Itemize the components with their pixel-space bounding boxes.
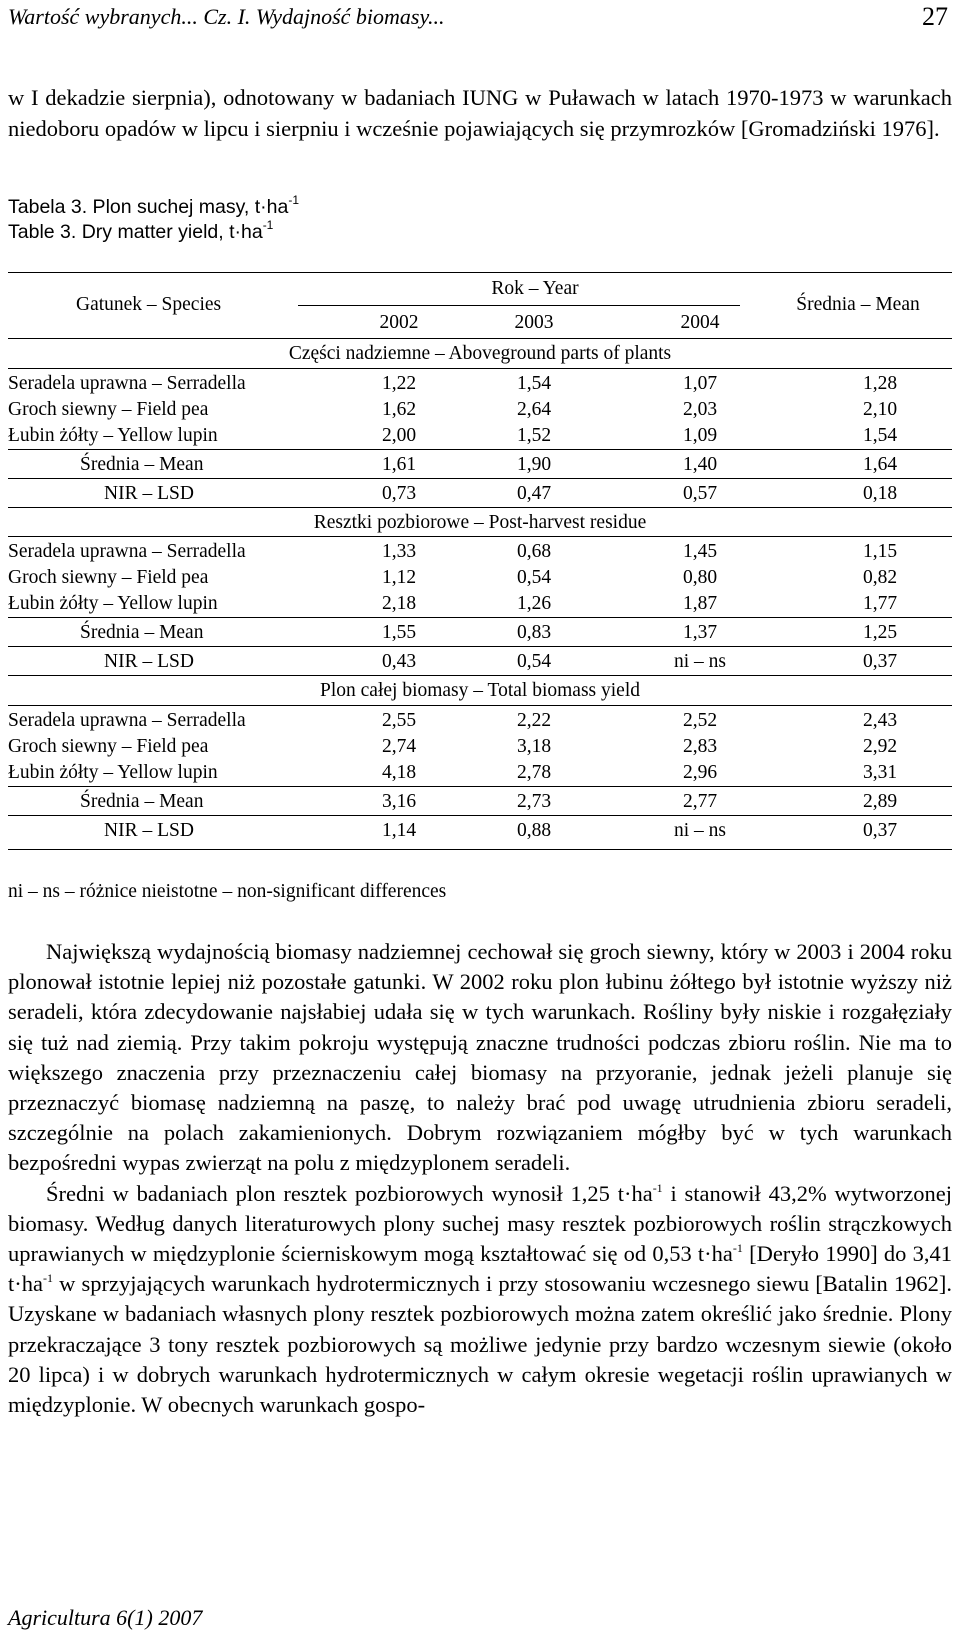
cell-value: 0,73 [381, 483, 417, 504]
year-2003-header: 2003 [514, 312, 554, 333]
cell-value: 2,18 [381, 593, 417, 614]
year-header: Rok – Year [491, 278, 579, 299]
section-title-residue: Resztki pozbiorowe – Post-harvest residue [313, 512, 647, 533]
cell-value: 2,89 [862, 791, 898, 812]
row-label: Groch siewny – Field pea [8, 399, 209, 420]
year-2004-header: 2004 [680, 312, 720, 333]
section-title-aboveground: Części nadziemne – Aboveground parts of plants [288, 343, 672, 364]
row-label: Seradela uprawna – Serradella [8, 373, 246, 394]
row-rule [8, 646, 952, 647]
cell-value: 1,15 [862, 541, 898, 562]
row-label: Groch siewny – Field pea [8, 736, 209, 757]
cell-value: 0,37 [862, 651, 898, 672]
cell-value: 0,43 [381, 651, 417, 672]
cell-value: 1,33 [381, 541, 417, 562]
year-underline [298, 305, 740, 306]
intro-paragraph: w I dekadzie sierpnia), odnotowany w badaniach IUNG w Puławach w latach 1970-1973 w warunkach niedoboru opadów w lipcu i sierpniu i wcześnie pojawiających się przymrozków [Gromadziński 1976]. [8, 85, 952, 141]
cell-value: 1,25 [862, 622, 898, 643]
cell-value: 1,62 [381, 399, 417, 420]
cell-value: 1,87 [682, 593, 718, 614]
running-title: Wartość wybranych... Cz. I. Wydajność biomasy... [8, 4, 445, 29]
cell-value: 0,54 [516, 651, 552, 672]
mean-row-label: Średnia – Mean [80, 622, 204, 643]
cell-value: 1,12 [381, 567, 417, 588]
section-rule [8, 536, 952, 537]
row-rule [8, 786, 952, 787]
body-paragraph-1: Największą wydajnością biomasy nadziemnej cechował się groch siewny, który w 2003 i 2004 roku plonował istotnie lepiej niż pozostałe gatunki. W 2002 roku plon łubinu żółtego był istotnie wyższy niż seradeli, która zdecydowanie najsłabiej udała się w tych warunkach. Rośliny były niskie i rozgałęziały się tuż nad ziemią. Przy takim pokroju występują znaczne trudności podczas zbioru roślin. Nie ma to większego znaczenia przy przeznaczeniu całej biomasy na przyoranie, jednak jeżeli planuje się przeznaczyć biomasę nadziemną na paszę, to należy brać pod uwagę utrudnienia zbioru seradeli, szczególnie na polach zakamienionych. Dobrym rozwiązaniem mógłby być w tych warunkach bezpośredni wypas zwierząt na polu z międzyplonem seradeli. [8, 939, 952, 1176]
species-header: Gatunek – Species [76, 294, 222, 315]
cell-value: 0,80 [682, 567, 718, 588]
body-paragraph-2: Średni w badaniach plon resztek pozbiorowych wynosił 1,25 $t\cdot ha^{-1}$ i stanowił 43,2% wytworzonej biomasy. Według danych literaturowych plony suchej masy resztek pozbiorowych roślin strączkowych uprawianych w międzyplonie ścierniskowym mogą kształtować się od 0,53 $t\cdot ha^{-1}$ [Deryło 1990] do 3,41 $t\cdot ha^{-1}$ w sprzyjających warunkach hydrotermicznych i przy stosowaniu wczesnego siewu [Batalin 1962]. Uzyskane w badaniach własnych plony resztek pozbiorowych można zatem określić jako średnie. Plony przekraczające 3 tony resztek pozbiorowych są możliwe jedynie przy bardzo wczesnym siewie (około 20 lipca) i w dobrych warunkach hydrotermicznych w całym okresie wegetacji roślin uprawianych w międzyplonie. W obecnych warunkach gospo- [8, 1180, 952, 1418]
row-rule [8, 478, 952, 479]
cell-value: 0,18 [862, 483, 898, 504]
cell-value: 4,18 [381, 762, 417, 783]
cell-value: 2,52 [682, 710, 718, 731]
lsd-row-label: NIR – LSD [104, 483, 194, 504]
cell-value: 2,22 [516, 710, 552, 731]
cell-value: 2,73 [516, 791, 552, 812]
row-label: Seradela uprawna – Serradella [8, 541, 246, 562]
mean-row-label: Średnia – Mean [80, 454, 204, 475]
cell-value: 1,90 [516, 454, 552, 475]
cell-value: 3,18 [516, 736, 552, 757]
row-rule [8, 815, 952, 816]
cell-value: 1,40 [682, 454, 718, 475]
cell-value: 2,10 [862, 399, 898, 420]
header-rule [8, 338, 952, 339]
cell-value: 2,78 [516, 762, 552, 783]
section-rule [8, 705, 952, 706]
cell-value: 1,54 [862, 425, 898, 446]
body-text [8, 937, 952, 1420]
cell-value: 1,37 [682, 622, 718, 643]
cell-value: 1,64 [862, 454, 898, 475]
row-rule [8, 449, 952, 450]
cell-value: 0,83 [516, 622, 552, 643]
cell-value: 1,77 [862, 593, 898, 614]
cell-value: 0,82 [862, 567, 898, 588]
cell-value: 3,16 [381, 791, 417, 812]
cell-value: 2,83 [682, 736, 718, 757]
section-rule [8, 368, 952, 369]
cell-value: 1,22 [381, 373, 417, 394]
cell-value: 0,37 [862, 820, 898, 841]
page-number: 27 [922, 2, 948, 31]
cell-value: 0,47 [516, 483, 552, 504]
cell-value: 1,14 [381, 820, 417, 841]
cell-value: 1,55 [381, 622, 417, 643]
cell-value: 3,31 [862, 762, 898, 783]
cell-value: 2,00 [381, 425, 417, 446]
table-caption-pl: Tabela 3. Plon suchej masy, $t\cdot ha^{-1}$ [8, 193, 300, 218]
cell-value: 2,92 [862, 736, 898, 757]
table-top-rule [8, 272, 952, 273]
journal-footer: Agricultura 6(1) 2007 [8, 1605, 203, 1630]
cell-value: 2,77 [682, 791, 718, 812]
cell-value: 2,55 [381, 710, 417, 731]
mean-row-label: Średnia – Mean [80, 791, 204, 812]
table-bottom-rule [8, 849, 952, 850]
cell-value: 2,03 [682, 399, 718, 420]
cell-value: 1,52 [516, 425, 552, 446]
lsd-row-label: NIR – LSD [104, 820, 194, 841]
table-caption-en: Table 3. Dry matter yield, $t\cdot ha^{-1}$ [8, 218, 274, 243]
cell-value: 1,45 [682, 541, 718, 562]
row-label: Groch siewny – Field pea [8, 567, 209, 588]
cell-value: 1,07 [682, 373, 718, 394]
cell-value: ni – ns [673, 651, 726, 672]
row-rule [8, 617, 952, 618]
cell-value: 0,88 [516, 820, 552, 841]
row-label: Łubin żółty – Yellow lupin [8, 425, 218, 446]
row-label: Seradela uprawna – Serradella [8, 710, 246, 731]
lsd-row-label: NIR – LSD [104, 651, 194, 672]
section-title-total: Plon całej biomasy – Total biomass yield [320, 680, 640, 701]
section-rule [8, 675, 952, 676]
year-2002-header: 2002 [379, 312, 419, 333]
row-label: Łubin żółty – Yellow lupin [8, 593, 218, 614]
cell-value: 2,96 [682, 762, 718, 783]
cell-value: 2,43 [862, 710, 898, 731]
cell-value: 2,64 [516, 399, 552, 420]
row-label: Łubin żółty – Yellow lupin [8, 762, 218, 783]
section-rule [8, 507, 952, 508]
cell-value: 0,54 [516, 567, 552, 588]
cell-value: 0,68 [516, 541, 552, 562]
table-footnote: ni – ns – różnice nieistotne – non-significant differences [8, 881, 447, 902]
cell-value: 1,09 [682, 425, 718, 446]
cell-value: 1,26 [516, 593, 552, 614]
cell-value: 1,61 [381, 454, 417, 475]
cell-value: 1,28 [862, 373, 898, 394]
cell-value: ni – ns [673, 820, 726, 841]
cell-value: 1,54 [516, 373, 552, 394]
mean-header: Średnia – Mean [796, 294, 920, 315]
cell-value: 2,74 [381, 736, 417, 757]
cell-value: 0,57 [682, 483, 718, 504]
